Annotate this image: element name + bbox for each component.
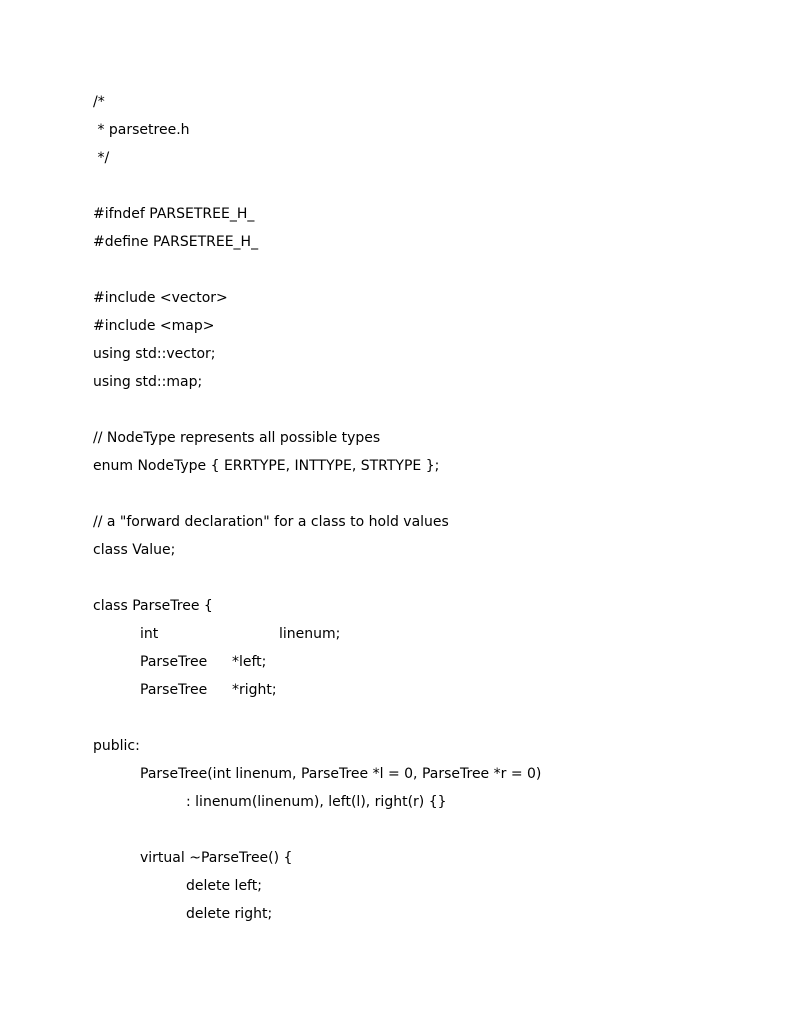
delete-right: delete right; [186,906,273,922]
member-linenum [93,620,753,648]
blank-line [93,816,753,844]
include-map: #include <map> [93,318,215,334]
comment-filename: * parsetree.h [93,122,190,138]
forward-declaration-comment: // a "forward declaration" for a class to hold values [93,514,449,530]
blank-line [93,564,753,592]
member-left [93,648,753,676]
class-parsetree-open: class ParseTree { [93,598,213,614]
blank-line [93,396,753,424]
blank-line [93,172,753,200]
blank-line [93,256,753,284]
code-listing [93,88,753,928]
include-vector: #include <vector> [93,290,228,306]
class-value-declaration: class Value; [93,542,176,558]
nodetype-enum: enum NodeType { ERRTYPE, INTTYPE, STRTYPE }; [93,458,440,474]
constructor-signature: ParseTree(int linenum, ParseTree *l = 0, ParseTree *r = 0) [140,766,542,782]
member-type: ParseTree [140,654,208,670]
member-type: int [140,626,159,642]
using-map: using std::map; [93,374,203,390]
public-label: public: [93,738,140,754]
member-name: linenum; [279,626,341,642]
blank-line [93,704,753,732]
destructor-signature: virtual ~ParseTree() { [140,850,293,866]
member-type: ParseTree [140,682,208,698]
constructor-initializer: : linenum(linenum), left(l), right(r) {} [186,794,447,810]
comment-close: */ [93,150,110,166]
comment-open: /* [93,94,105,110]
blank-line [93,480,753,508]
member-name: *left; [232,654,267,670]
ifndef-guard: #ifndef PARSETREE_H_ [93,206,255,222]
member-right [93,676,753,704]
nodetype-comment: // NodeType represents all possible types [93,430,381,446]
member-name: *right; [232,682,277,698]
define-guard: #define PARSETREE_H_ [93,234,259,250]
delete-left: delete left; [186,878,262,894]
using-vector: using std::vector; [93,346,216,362]
